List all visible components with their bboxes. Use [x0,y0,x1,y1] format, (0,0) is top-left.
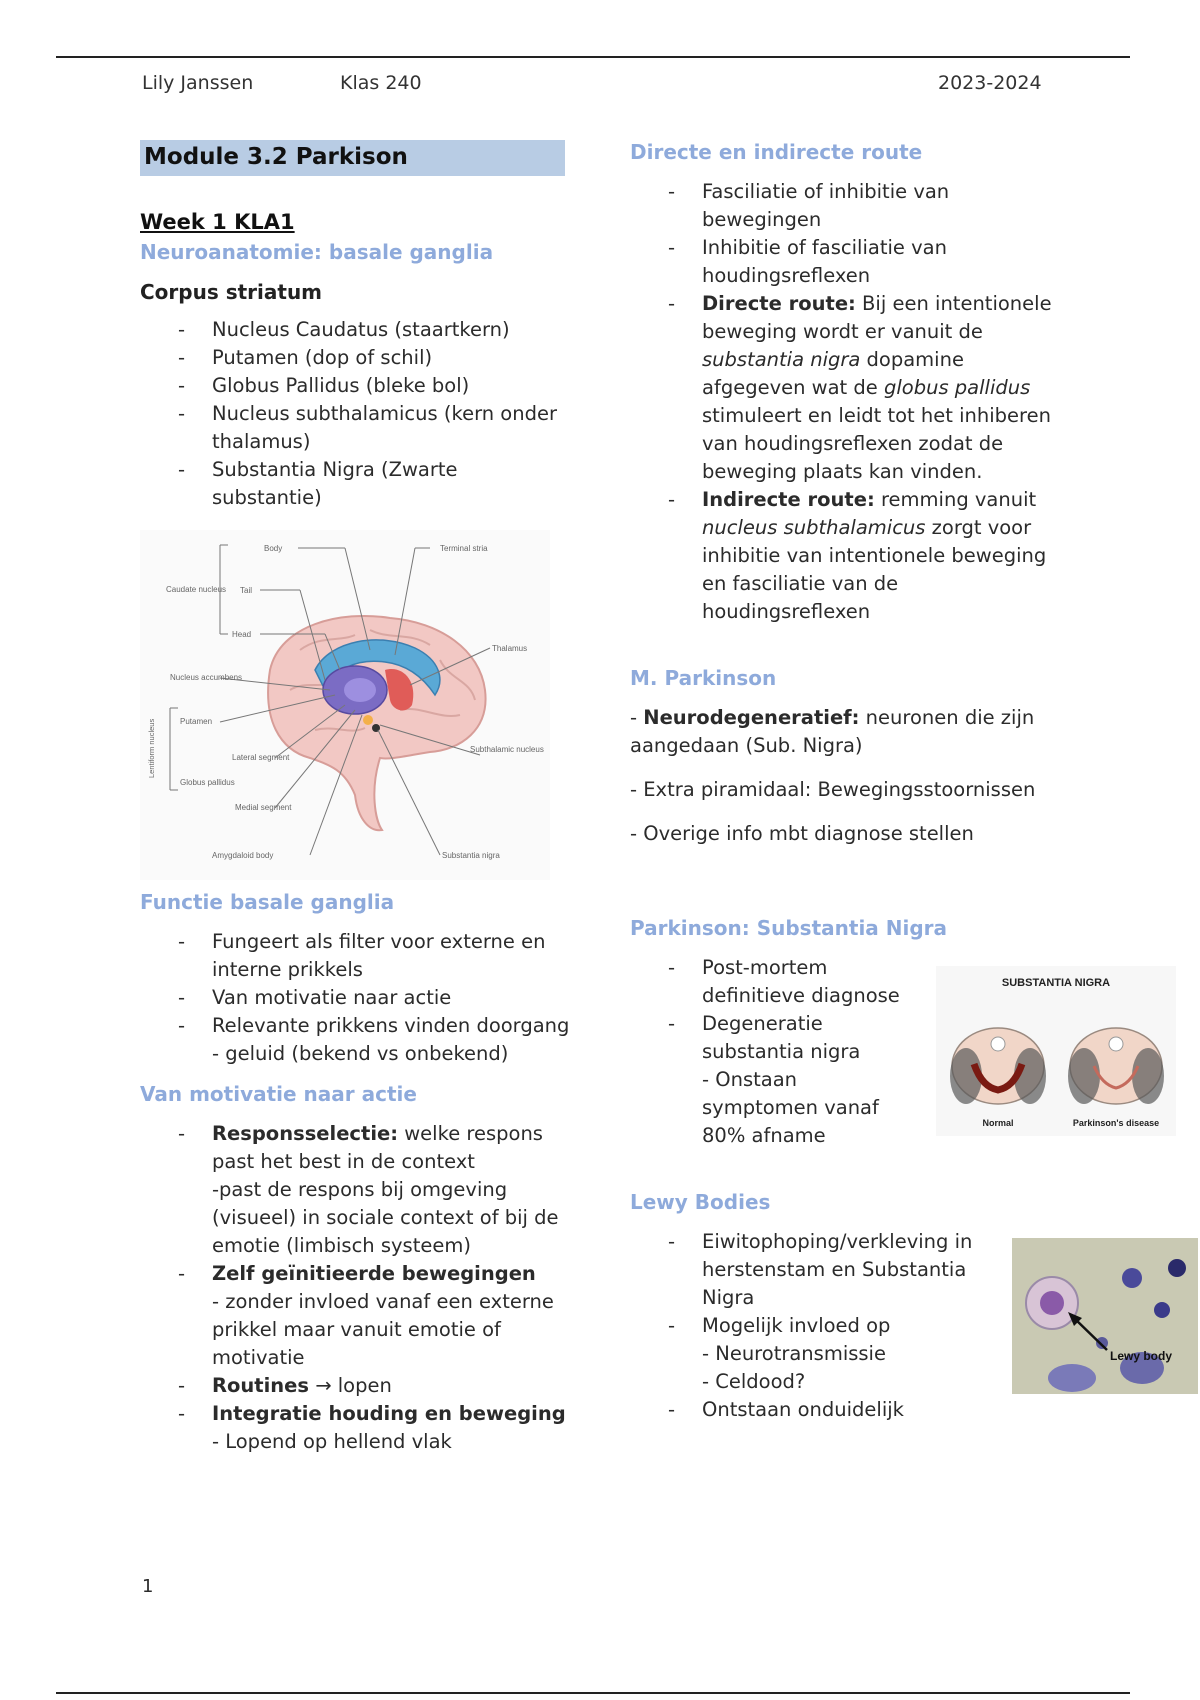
extra-piramidaal-line: - Extra piramidaal: Bewegingsstoornissen [630,778,1036,801]
direct-italic-1: substantia nigra [702,348,861,371]
sn-section [630,954,1160,1150]
label-putamen: Putamen [180,717,213,726]
functie-heading: Functie basale ganglia [140,890,395,914]
motivatie-list [140,1120,570,1176]
functie-list [140,928,570,1040]
list-item: - Fungeert als filter voor externe en interne prikkels [140,928,570,984]
motivatie-list-2 [140,1260,570,1288]
left-column [140,140,570,1456]
list-item [630,290,1060,486]
functie-extra: - geluid (bekend vs onbekend) [212,1042,509,1065]
list-item: - Globus Pallidus (bleke bol) [140,372,570,400]
list-item: - Relevante prikkens vinden doorgang [140,1012,570,1040]
responsselectie-extra: -past de respons bij omgeving (visueel) in sociale context of bij de emotie (limbisch systeem) [212,1178,559,1257]
lewy-bodies-heading: Lewy Bodies [630,1190,771,1214]
corpus-list [140,316,570,512]
zelf-extra: - zonder invloed vanaf een externe prikkel maar vanuit emotie of motivatie [212,1290,554,1369]
list-item [140,1260,570,1288]
label-amygdaloid: Amygdaloid body [212,851,274,860]
list-item [140,1120,570,1176]
label-terminal: Terminal stria [440,544,488,553]
motivatie-list-3 [140,1372,570,1428]
neuroanatomy-heading: Neuroanatomie: basale ganglia [140,240,494,264]
route-list [630,178,1060,626]
label-accumbens: Nucleus accumbens [170,673,243,682]
overige-line: - Overige info mbt diagnose stellen [630,822,974,845]
sn-fig-title: SUBSTANTIA NIGRA [1001,977,1111,989]
route-heading: Directe en indirecte route [630,140,923,164]
direct-text-2: dopamine afgegeven wat de [702,348,964,399]
school-year: 2023-2024 [938,72,1042,94]
sn-fig-disease: Parkinson's disease [1072,1118,1160,1128]
list-item [140,1372,570,1400]
list-item: - Nucleus subthalamicus (kern onder thalamus) [140,400,570,456]
substantia-nigra-heading: Parkinson: Substantia Nigra [630,916,948,940]
list-item [630,486,1060,626]
class-label: Klas 240 [340,72,422,94]
lewy-section [630,1228,1173,1424]
indirect-label: Indirecte route: [702,488,875,511]
label-subthalamic: Subthalamic nucleus [470,745,544,754]
routines-label: Routines [212,1374,310,1397]
sn-list [630,954,930,1066]
list-item: - Inhibitie of fasciliatie van houdingsreflexen [630,234,1060,290]
list-item: - Post-mortem definitieve diagnose [630,954,930,1010]
week-heading: Week 1 KLA1 [140,210,295,234]
responsselectie-label: Responsselectie: [212,1122,399,1145]
corpus-striatum-heading: Corpus striatum [140,280,323,304]
neuro-label: Neurodegeneratief: [643,706,860,729]
indirect-text-1: remming vanuit [874,488,1037,511]
lewy-sub-2: - Celdood? [702,1370,806,1393]
list-item: - Degeneratie substantia nigra [630,1010,930,1066]
page-number: 1 [142,1576,154,1597]
label-lentiform: Lentiform nucleus [147,718,156,778]
label-body: Body [264,544,283,553]
list-item: - Fasciliatie of inhibitie van bewegingen [630,178,1060,234]
module-title: Module 3.2 Parkison [140,140,565,176]
lewy-body-figure [1012,1238,1198,1394]
label-medial: Medial segment [235,803,292,812]
normal-midbrain [950,1028,1046,1104]
list-item: - Nucleus Caudatus (staartkern) [140,316,570,344]
lewy-list [630,1228,990,1340]
integratie-label: Integratie houding en beweging [212,1402,566,1425]
motivatie-heading: Van motivatie naar actie [140,1082,417,1106]
brain-illustration [140,530,550,880]
parkinson-heading: M. Parkinson [630,666,777,690]
label-caudate: Caudate nucleus [166,585,227,594]
neurodegeneratief-line: - Neurodegeneratief: neuronen die zijn aangedaan (Sub. Nigra) [630,706,1035,757]
list-item: - Ontstaan onduidelijk [630,1396,1080,1424]
label-nigra: Substantia nigra [442,851,500,860]
sn-fig-normal: Normal [982,1118,1014,1128]
sn-extra: - Onstaan symptomen vanaf 80% afname [702,1068,879,1147]
direct-text-1: Bij een intentionele beweging wordt er vanuit de [702,292,1052,343]
bottom-rule [56,1692,1130,1694]
basal-ganglia-figure [140,530,550,880]
direct-label: Directe route: [702,292,856,315]
list-item: - Eiwitophoping/verkleving in herstenstam en Substantia Nigra [630,1228,990,1312]
label-lateral: Lateral segment [232,753,290,762]
label-thalamus: Thalamus [492,644,528,653]
direct-text-3: stimuleert en leidt tot het inhiberen van houdingsreflexen zodat de beweging plaats kan vinden. [702,404,1051,483]
author-name: Lily Janssen [142,72,254,94]
indirect-italic-1: nucleus subthalamicus [702,516,926,539]
responsselectie-text: welke respons past het best in de context [212,1122,543,1173]
label-head: Head [232,630,252,639]
substantia-nigra-figure [936,966,1176,1136]
zelf-label: Zelf geïnitieerde bewegingen [212,1262,536,1285]
lewy-sub-1: - Neurotransmissie [702,1342,886,1365]
lewy-list-2 [630,1396,1080,1424]
direct-italic-2: globus pallidus [883,376,1031,399]
lewy-fig-label: Lewy body [1110,1349,1173,1363]
neuro-text: neuronen die zijn aangedaan (Sub. Nigra) [630,706,1035,757]
routines-text: → lopen [309,1374,392,1397]
right-column [630,140,1173,1424]
integratie-extra: - Lopend op hellend vlak [212,1430,452,1453]
list-item: - Substantia Nigra (Zwarte substantie) [140,456,570,512]
label-globus: Globus pallidus [180,778,235,787]
list-item: - Van motivatie naar actie [140,984,570,1012]
list-item: - Mogelijk invloed op [630,1312,990,1340]
top-rule [56,56,1130,58]
parkinson-midbrain [1068,1028,1164,1104]
list-item [140,1400,570,1428]
list-item: - Putamen (dop of schil) [140,344,570,372]
indirect-text-2: zorgt voor inhibitie van intentionele beweging en fasciliatie van de houdingsreflexen [702,516,1047,623]
label-tail: Tail [240,586,253,595]
